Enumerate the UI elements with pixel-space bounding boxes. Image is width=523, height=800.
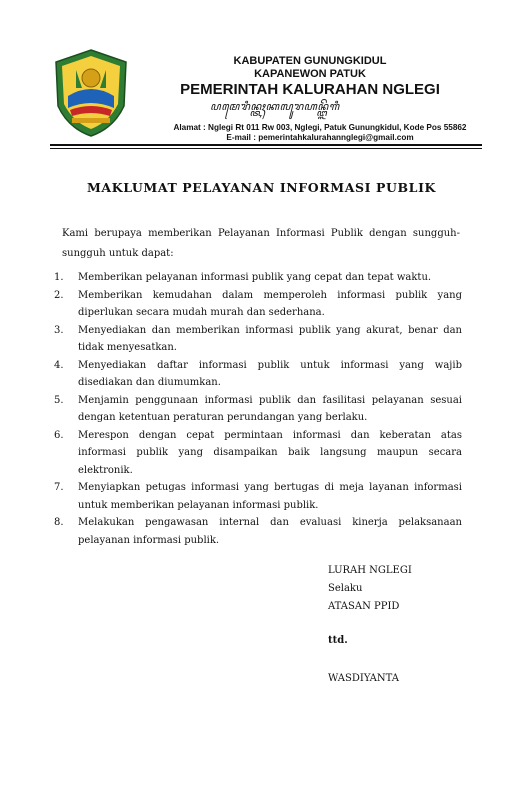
list-item-text: Memberikan pelayanan informasi publik yang cepat dan tepat waktu. xyxy=(78,272,432,283)
list-item xyxy=(48,392,462,427)
letterhead-district: KAPANEWON PATUK xyxy=(254,68,366,80)
list-item xyxy=(48,427,462,480)
letterhead-email: E-mail : pemerintahkalurahannglegi@gmail.com xyxy=(226,133,414,142)
list-item xyxy=(48,287,462,322)
javanese-script-line: ꦥꦩꦺꦫꦶꦤ꧀ꦠꦃꦏꦭꦸꦫꦲꦤ꧀ꦔ꧀ꦭꦼꦒꦶ xyxy=(210,100,340,113)
letterhead-government: PEMERINTAH KALURAHAN NGLEGI xyxy=(180,81,440,98)
letterhead-rule-thick xyxy=(50,144,482,146)
list-item-text: Menyediakan dan memberikan informasi publik yang akurat, benar dan tidak menyesatkan. xyxy=(78,324,462,353)
list-item xyxy=(48,357,462,392)
letterhead-regency: KABUPATEN GUNUNGKIDUL xyxy=(233,55,387,67)
list-item-text: Menyediakan daftar informasi publik untuk informasi yang wajib disediakan dan diumumkan. xyxy=(78,359,462,388)
list-item-number: 4. xyxy=(54,359,64,371)
list-item-number: 7. xyxy=(54,482,64,493)
list-item xyxy=(48,479,462,514)
list-item-number: 3. xyxy=(54,324,64,336)
list-item-number: 6. xyxy=(54,429,64,441)
signature-block xyxy=(328,562,412,688)
signatory-name: WASDIYANTA xyxy=(328,673,399,684)
letterhead xyxy=(140,55,480,99)
list-item xyxy=(48,269,462,287)
list-item-number: 2. xyxy=(54,289,64,301)
list-item-number: 1. xyxy=(54,272,64,283)
list-item-text: Merespon dengan cepat permintaan informasi dan keberatan atas informasi publik yang disampaikan baik langsung maupun secara elektronik. xyxy=(78,429,462,476)
letterhead-address: Alamat : Nglegi Rt 011 Rw 003, Nglegi, Patuk Gunungkidul, Kode Pos 55862 xyxy=(173,123,467,132)
list-item xyxy=(48,322,462,357)
signatory-role-connector: Selaku xyxy=(328,583,363,594)
intro-paragraph: Kami berupaya memberikan Pelayanan Informasi Publik dengan sungguh-sungguh untuk dapat: xyxy=(62,228,460,259)
list-item-text: Menjamin penggunaan informasi publik dan fasilitasi pelayanan sesuai dengan ketentuan peraturan perundangan yang berlaku. xyxy=(78,394,462,423)
list-item-number: 5. xyxy=(54,394,64,406)
regency-emblem-icon xyxy=(52,48,130,138)
list-item-number: 8. xyxy=(54,517,64,528)
letterhead-contact xyxy=(150,123,490,143)
list-item-text: Melakukan pengawasan internal dan evaluasi kinerja pelaksanaan pelayanan informasi publik. xyxy=(78,517,462,546)
document-title: MAKLUMAT PELAYANAN INFORMASI PUBLIK xyxy=(87,180,436,195)
list-item-text: Menyiapkan petugas informasi yang bertugas di meja layanan informasi untuk memberikan pelayanan informasi publik. xyxy=(78,482,462,511)
letterhead-rule-thin xyxy=(50,148,482,149)
commitment-list xyxy=(48,269,462,549)
signatory-role-ppid: ATASAN PPID xyxy=(328,601,400,612)
list-item xyxy=(48,514,462,549)
signatory-role: LURAH NGLEGI xyxy=(328,565,412,576)
signature-mark: ttd. xyxy=(328,635,348,646)
list-item-text: Memberikan kemudahan dalam memperoleh informasi publik yang diperlukan secara mudah murah dan sederhana. xyxy=(78,289,462,318)
